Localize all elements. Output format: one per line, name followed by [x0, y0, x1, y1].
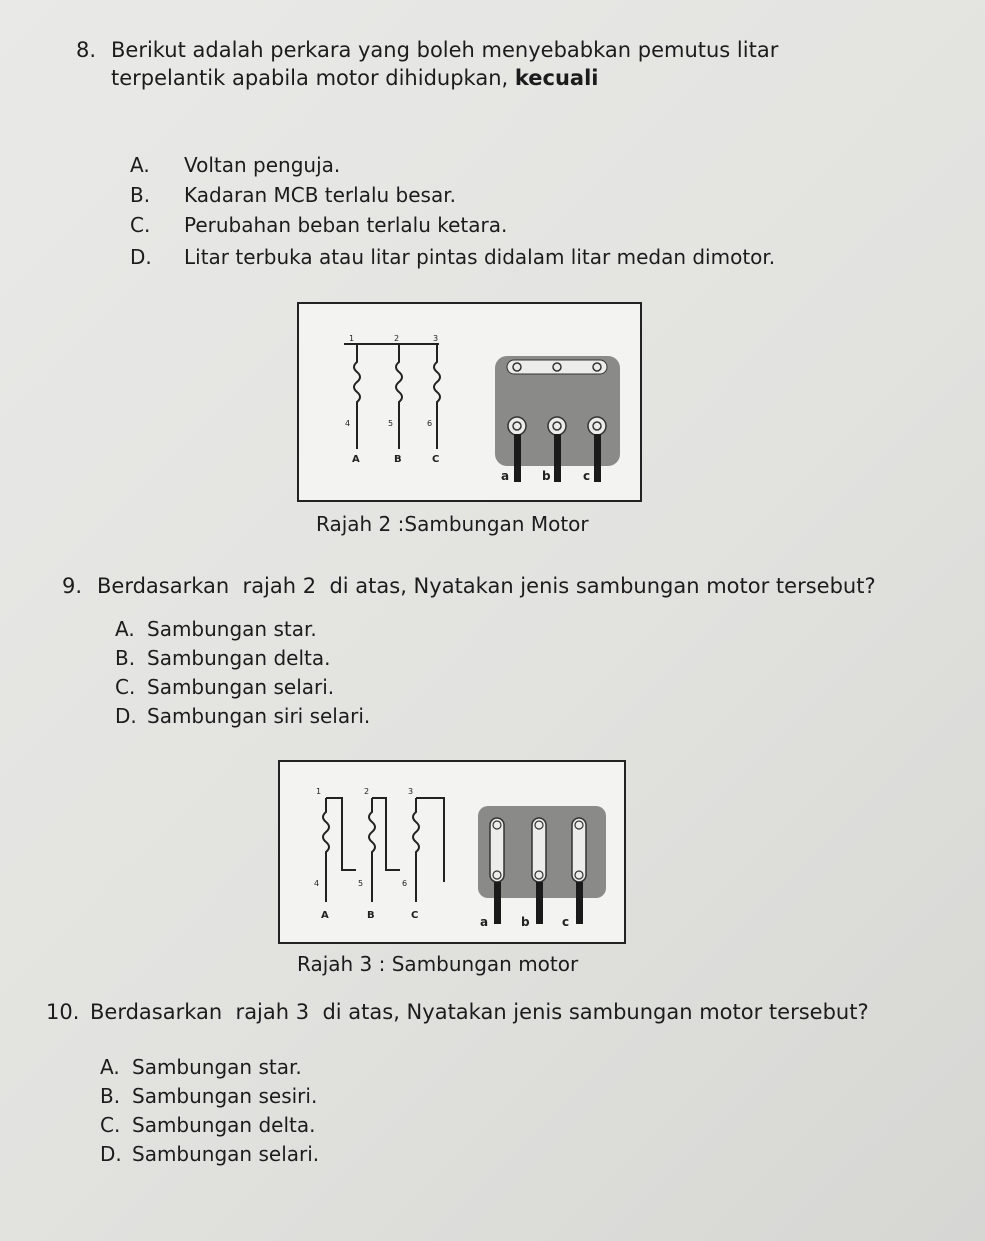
q10-option-a-text: Sambungan star.: [132, 1055, 302, 1079]
fig3-supply-a: a: [480, 915, 489, 929]
fig3-phase-c: C: [411, 910, 419, 921]
figure-3-caption: Rajah 3 : Sambungan motor: [297, 952, 579, 976]
q10-option-d[interactable]: [100, 1139, 319, 1169]
fig3-terminal-5: 5: [358, 879, 364, 888]
q9-number: 9.: [62, 574, 83, 598]
q9-option-a[interactable]: [115, 614, 317, 644]
fig2-terminal-1: 1: [349, 334, 355, 343]
q9-option-c-letter: C.: [115, 675, 136, 699]
fig3-terminal-6: 6: [402, 879, 408, 888]
fig3-phase-a: A: [321, 910, 329, 921]
figure-3-diagram: [280, 762, 624, 942]
fig2-supply-b: b: [542, 469, 551, 483]
q10-option-d-letter: D.: [100, 1142, 122, 1166]
q8-option-d-text: Litar terbuka atau litar pintas didalam litar medan dimotor.: [184, 245, 776, 269]
q10-option-c[interactable]: [100, 1110, 315, 1140]
q8-number: 8.: [76, 38, 97, 62]
fig2-terminal-4: 4: [345, 419, 351, 428]
fig3-terminal-1: 1: [316, 787, 322, 796]
fig2-terminal-3: 3: [433, 334, 439, 343]
q8-option-c-text: Perubahan beban terlalu ketara.: [184, 213, 508, 237]
q9-option-b-letter: B.: [115, 646, 136, 670]
q9-option-d[interactable]: [115, 701, 370, 731]
q9-option-d-letter: D.: [115, 704, 137, 728]
q8-text-line2-main: terpelantik apabila motor dihidupkan,: [111, 66, 509, 90]
q8-option-b[interactable]: [130, 180, 456, 210]
q8-option-d-letter: D.: [130, 245, 152, 269]
q8-option-b-letter: B.: [130, 183, 151, 207]
q8-text-line1: Berikut adalah perkara yang boleh menyebabkan pemutus litar: [111, 38, 779, 62]
fig3-terminal-2: 2: [364, 787, 370, 796]
q10-option-a-letter: A.: [100, 1055, 120, 1079]
q8-option-a[interactable]: [130, 150, 340, 180]
fig3-terminal-4: 4: [314, 879, 320, 888]
fig2-terminal-5: 5: [388, 419, 394, 428]
q9-text: Berdasarkan rajah 2 di atas, Nyatakan jenis sambungan motor tersebut?: [97, 574, 876, 598]
q8-text-line2: [111, 64, 599, 92]
q10-option-b[interactable]: [100, 1081, 317, 1111]
q8-option-d[interactable]: [130, 242, 775, 272]
q9-option-a-text: Sambungan star.: [147, 617, 317, 641]
fig2-phase-a: A: [352, 454, 360, 465]
q8-option-a-text: Voltan penguja.: [184, 153, 341, 177]
figure-2-diagram: [299, 304, 640, 500]
q8-option-a-letter: A.: [130, 153, 150, 177]
fig2-phase-c: C: [432, 454, 440, 465]
q10-option-b-text: Sambungan sesiri.: [132, 1084, 318, 1108]
fig2-supply-c: c: [583, 469, 591, 483]
q10-option-a[interactable]: [100, 1052, 302, 1082]
q9-option-a-letter: A.: [115, 617, 135, 641]
q10-option-b-letter: B.: [100, 1084, 121, 1108]
figure-2-star-connection: [297, 302, 642, 502]
q10-text: Berdasarkan rajah 3 di atas, Nyatakan jenis sambungan motor tersebut?: [90, 1000, 869, 1024]
q10-option-d-text: Sambungan selari.: [132, 1142, 320, 1166]
figure-3-delta-connection: [278, 760, 626, 944]
q9-option-c-text: Sambungan selari.: [147, 675, 335, 699]
q8-option-c-letter: C.: [130, 213, 151, 237]
fig3-supply-b: b: [521, 915, 530, 929]
fig2-phase-b: B: [394, 454, 402, 465]
q10-number: 10.: [46, 1000, 80, 1024]
fig2-supply-a: a: [501, 469, 510, 483]
q10-option-c-letter: C.: [100, 1113, 121, 1137]
q9-option-b-text: Sambungan delta.: [147, 646, 331, 670]
fig3-phase-b: B: [367, 910, 375, 921]
q9-option-b[interactable]: [115, 643, 330, 673]
figure-2-caption: Rajah 2 :Sambungan Motor: [316, 512, 589, 536]
fig3-supply-c: c: [562, 915, 570, 929]
fig2-terminal-6: 6: [427, 419, 433, 428]
fig3-terminal-3: 3: [408, 787, 414, 796]
q8-option-c[interactable]: [130, 210, 507, 240]
fig2-terminal-2: 2: [394, 334, 400, 343]
q8-option-b-text: Kadaran MCB terlalu besar.: [184, 183, 456, 207]
q9-option-d-text: Sambungan siri selari.: [147, 704, 371, 728]
q8-emphasis: kecuali: [514, 66, 599, 90]
q10-option-c-text: Sambungan delta.: [132, 1113, 316, 1137]
q9-option-c[interactable]: [115, 672, 334, 702]
